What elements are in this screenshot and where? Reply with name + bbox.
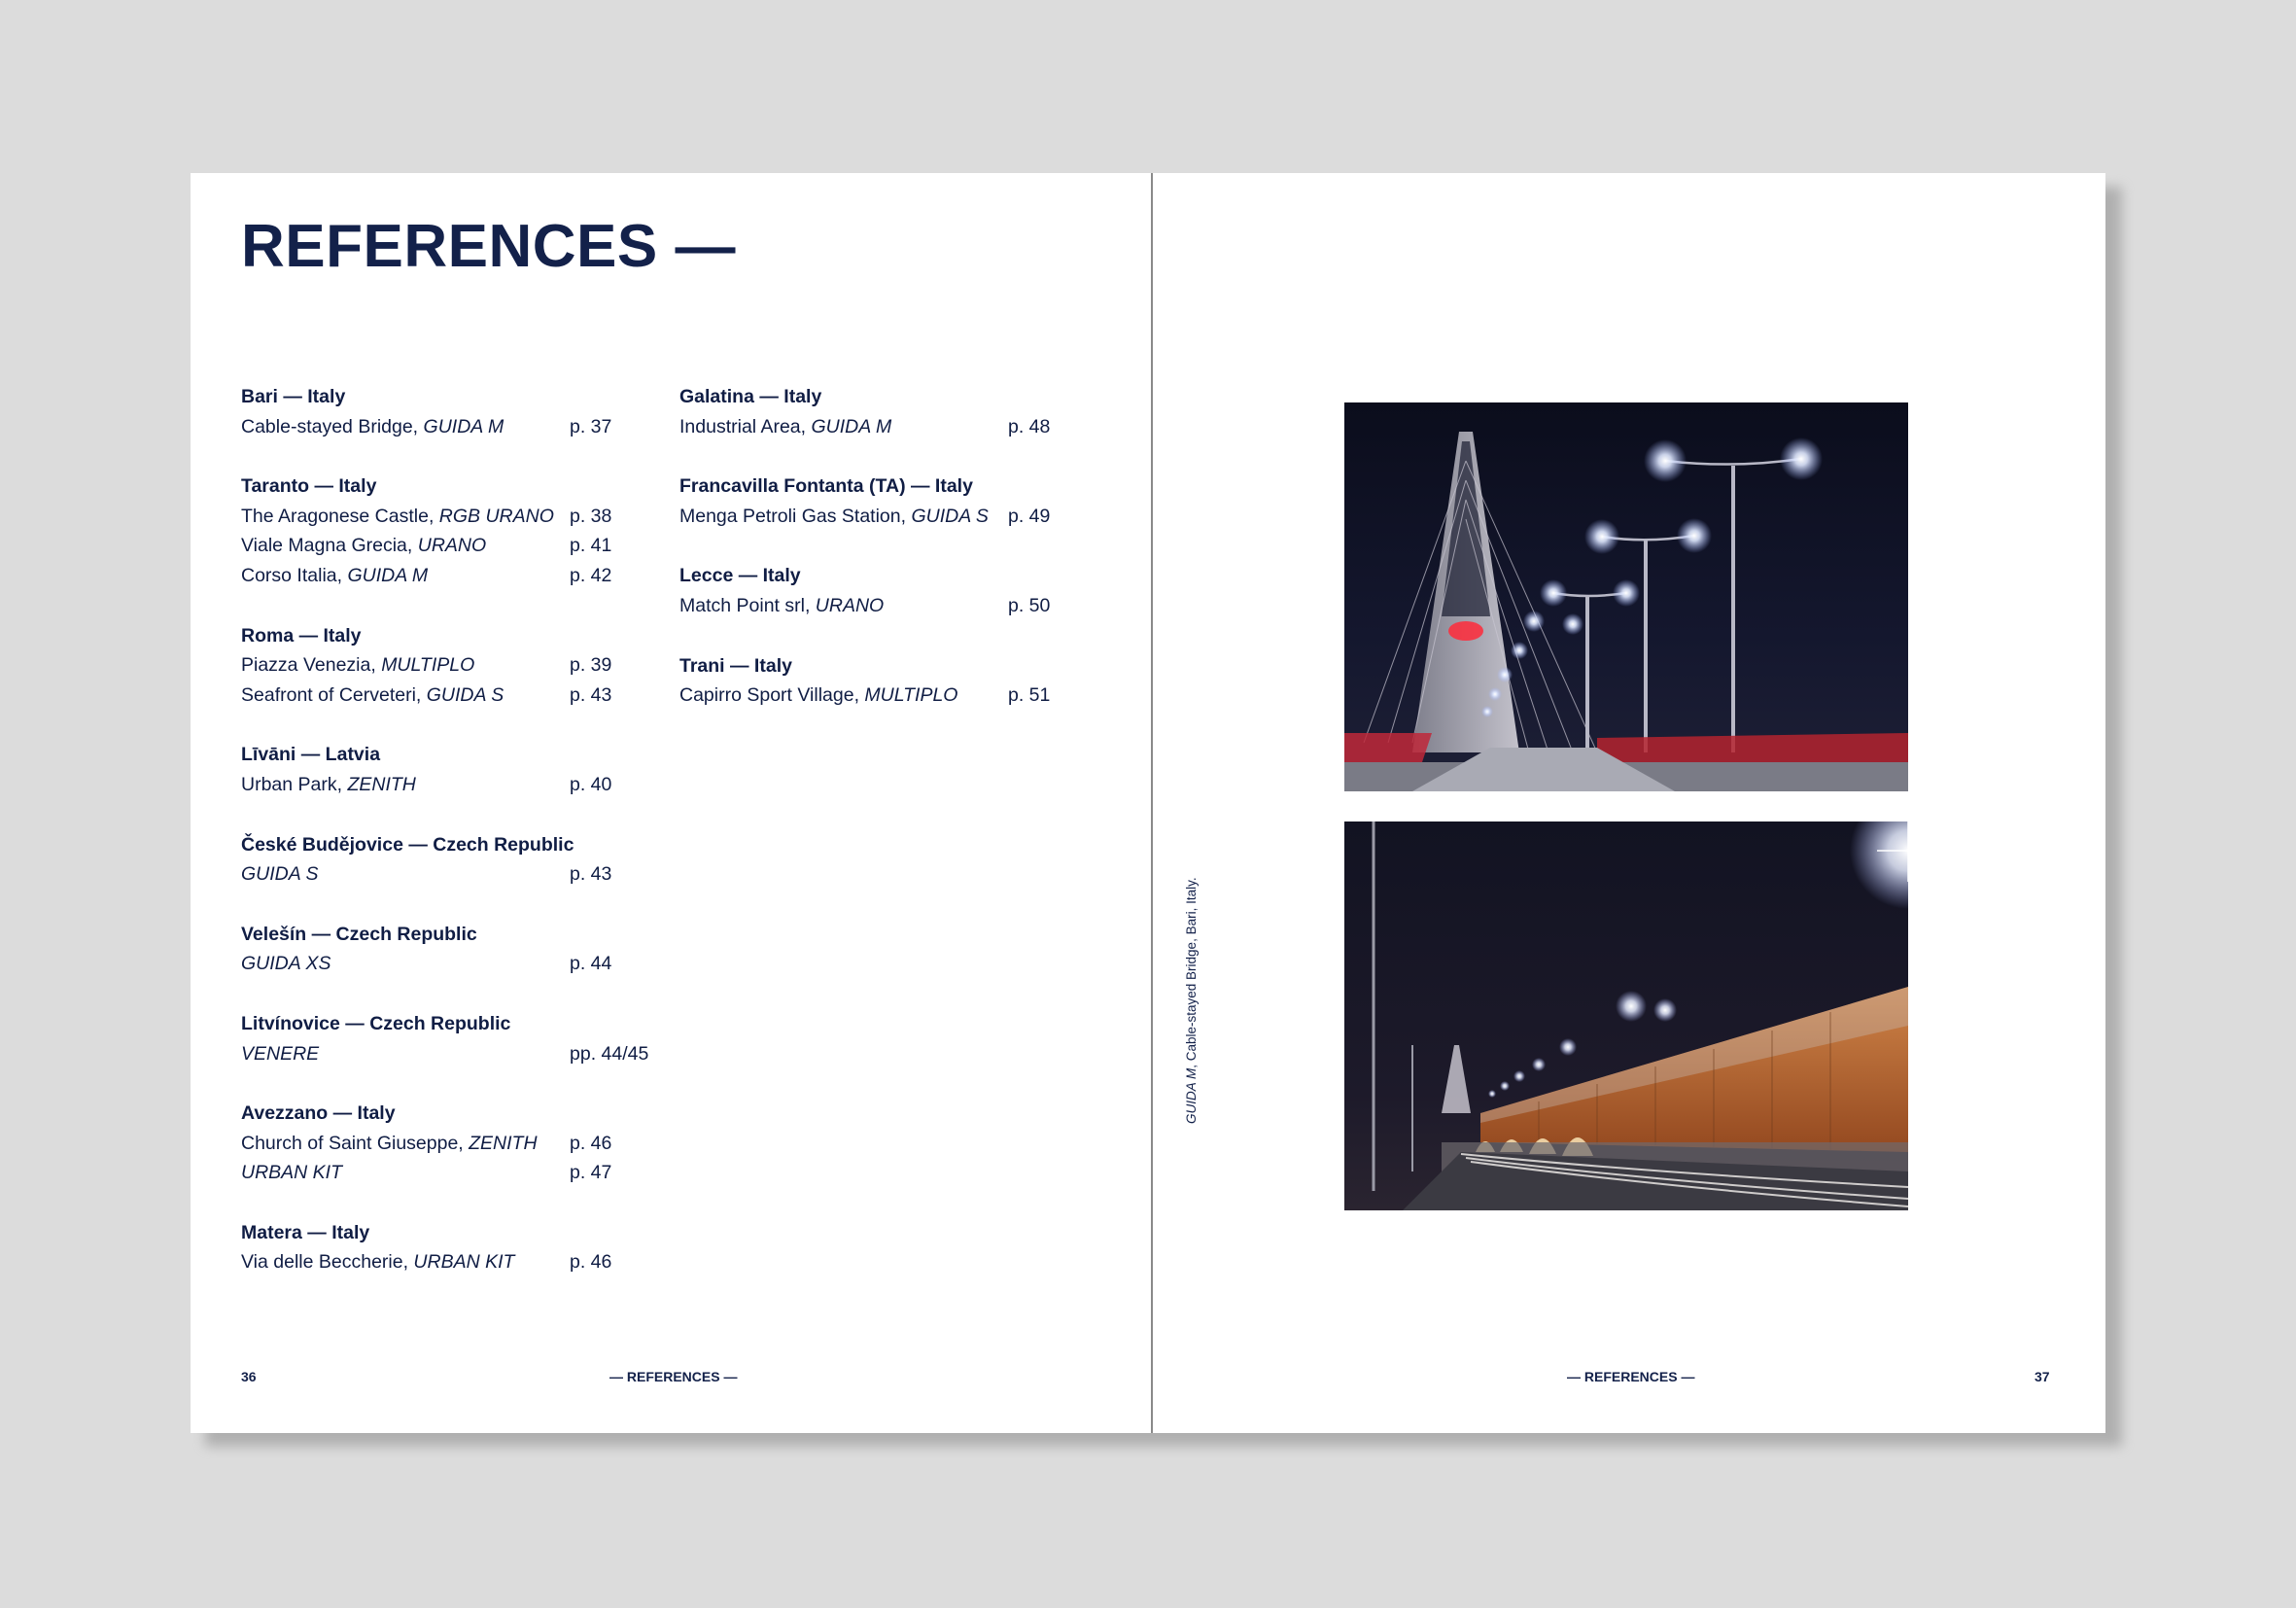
reference-entry <box>241 1158 669 1188</box>
page-reference: p. 50 <box>1008 594 1051 616</box>
reference-entry <box>241 1039 669 1069</box>
product-name: VENERE <box>241 1042 320 1065</box>
reference-group <box>679 561 1107 620</box>
project-name: Urban Park, <box>241 773 348 795</box>
location-heading: Lecce — Italy <box>679 565 801 587</box>
page-reference: p. 43 <box>570 683 612 706</box>
references-right-column <box>679 382 1107 741</box>
reference-entry <box>241 681 669 711</box>
product-name: URBAN KIT <box>413 1251 515 1274</box>
left-page-number: 36 <box>241 1369 257 1384</box>
product-name: ZENITH <box>469 1132 538 1154</box>
project-name: Corso Italia, <box>241 564 348 586</box>
location-heading: Velešín — Czech Republic <box>241 923 477 945</box>
product-name: GUIDA M <box>811 415 892 437</box>
location-heading: Bari — Italy <box>241 386 346 407</box>
reference-entry <box>241 502 669 532</box>
project-name: Piazza Venezia, <box>241 654 382 677</box>
reference-group <box>241 740 669 799</box>
reference-entry <box>241 412 669 442</box>
reference-group <box>241 1009 669 1068</box>
page-reference: p. 47 <box>570 1162 612 1184</box>
reference-entry <box>241 1247 669 1277</box>
reference-entry <box>241 650 669 681</box>
page-reference: p. 37 <box>570 415 612 437</box>
location-heading: Galatina — Italy <box>679 386 822 407</box>
reference-entry <box>241 859 669 890</box>
reference-group <box>241 830 669 890</box>
project-name: Seafront of Cerveteri, <box>241 683 427 706</box>
references-left-column <box>241 382 669 1308</box>
page-reference: p. 51 <box>1008 684 1051 707</box>
page-reference: p. 48 <box>1008 415 1051 437</box>
location-heading: Trani — Italy <box>679 654 792 677</box>
project-name: Viale Magna Grecia, <box>241 535 418 557</box>
location-heading: Taranto — Italy <box>241 475 377 498</box>
product-name: URBAN KIT <box>241 1162 343 1184</box>
bridge-night-photo <box>1344 402 1908 791</box>
reference-entry <box>679 412 1107 442</box>
reference-group <box>241 621 669 711</box>
reference-group <box>679 472 1107 531</box>
product-name: MULTIPLO <box>864 684 958 707</box>
page-reference: p. 44 <box>570 953 612 975</box>
product-name: URANO <box>815 594 885 616</box>
project-name: The Aragonese Castle, <box>241 505 439 527</box>
product-name: URANO <box>417 535 487 557</box>
location-heading: Litvínovice — Czech Republic <box>241 1012 511 1034</box>
product-name: GUIDA S <box>426 683 504 706</box>
road-light-trails-photo <box>1344 821 1908 1210</box>
project-name: Capirro Sport Village, <box>679 684 865 707</box>
product-name: ZENITH <box>347 773 416 795</box>
book-spread <box>191 173 2105 1433</box>
page-gutter <box>1151 173 1153 1433</box>
project-name: Cable-stayed Bridge, <box>241 415 424 437</box>
reference-group <box>241 472 669 590</box>
reference-entry <box>241 770 669 800</box>
page-reference: p. 46 <box>570 1132 612 1154</box>
reference-group <box>241 382 669 441</box>
reference-entry <box>241 531 669 561</box>
product-name: RGB URANO <box>438 505 554 527</box>
page-reference: p. 38 <box>570 505 612 527</box>
left-running-footer: — REFERENCES — <box>609 1369 738 1384</box>
page-reference: p. 46 <box>570 1251 612 1274</box>
product-name: GUIDA S <box>911 505 989 527</box>
reference-group <box>679 382 1107 441</box>
reference-group <box>241 1099 669 1188</box>
reference-entry <box>679 591 1107 621</box>
location-heading: Roma — Italy <box>241 624 362 647</box>
page-reference: p. 40 <box>570 773 612 795</box>
right-page-number: 37 <box>2035 1369 2050 1384</box>
reference-group <box>679 651 1107 711</box>
product-name: GUIDA M <box>423 415 504 437</box>
location-heading: České Budějovice — Czech Republic <box>241 833 574 856</box>
project-name: Via delle Beccherie, <box>241 1251 414 1274</box>
page-reference: p. 49 <box>1008 505 1051 527</box>
caption-text: , Cable-stayed Bridge, Bari, Italy. <box>1184 877 1199 1068</box>
reference-entry <box>679 681 1107 711</box>
reference-entry <box>241 1129 669 1159</box>
page-title: REFERENCES — <box>241 213 736 280</box>
product-name: GUIDA XS <box>241 953 331 975</box>
project-name: Menga Petroli Gas Station, <box>679 505 912 527</box>
caption-product: GUIDA M <box>1184 1067 1199 1124</box>
product-name: MULTIPLO <box>381 654 475 677</box>
page-reference: p. 39 <box>570 654 612 677</box>
reference-entry <box>241 949 669 979</box>
reference-entry <box>679 502 1107 532</box>
reference-entry <box>241 561 669 591</box>
right-running-footer: — REFERENCES — <box>1567 1369 1695 1384</box>
project-name: Church of Saint Giuseppe, <box>241 1132 470 1154</box>
reference-group <box>241 920 669 979</box>
location-heading: Līvāni — Latvia <box>241 744 381 766</box>
photo-caption <box>1183 877 1200 1124</box>
product-name: GUIDA S <box>241 863 319 886</box>
reference-group <box>241 1218 669 1277</box>
location-heading: Francavilla Fontanta (TA) — Italy <box>679 475 973 498</box>
page-reference: p. 42 <box>570 564 612 586</box>
page-reference: pp. 44/45 <box>570 1042 649 1065</box>
location-heading: Matera — Italy <box>241 1221 370 1243</box>
project-name: Industrial Area, <box>679 415 812 437</box>
project-name: Match Point srl, <box>679 594 816 616</box>
product-name: GUIDA M <box>347 564 429 586</box>
page-reference: p. 43 <box>570 863 612 886</box>
page-reference: p. 41 <box>570 535 612 557</box>
location-heading: Avezzano — Italy <box>241 1102 396 1125</box>
